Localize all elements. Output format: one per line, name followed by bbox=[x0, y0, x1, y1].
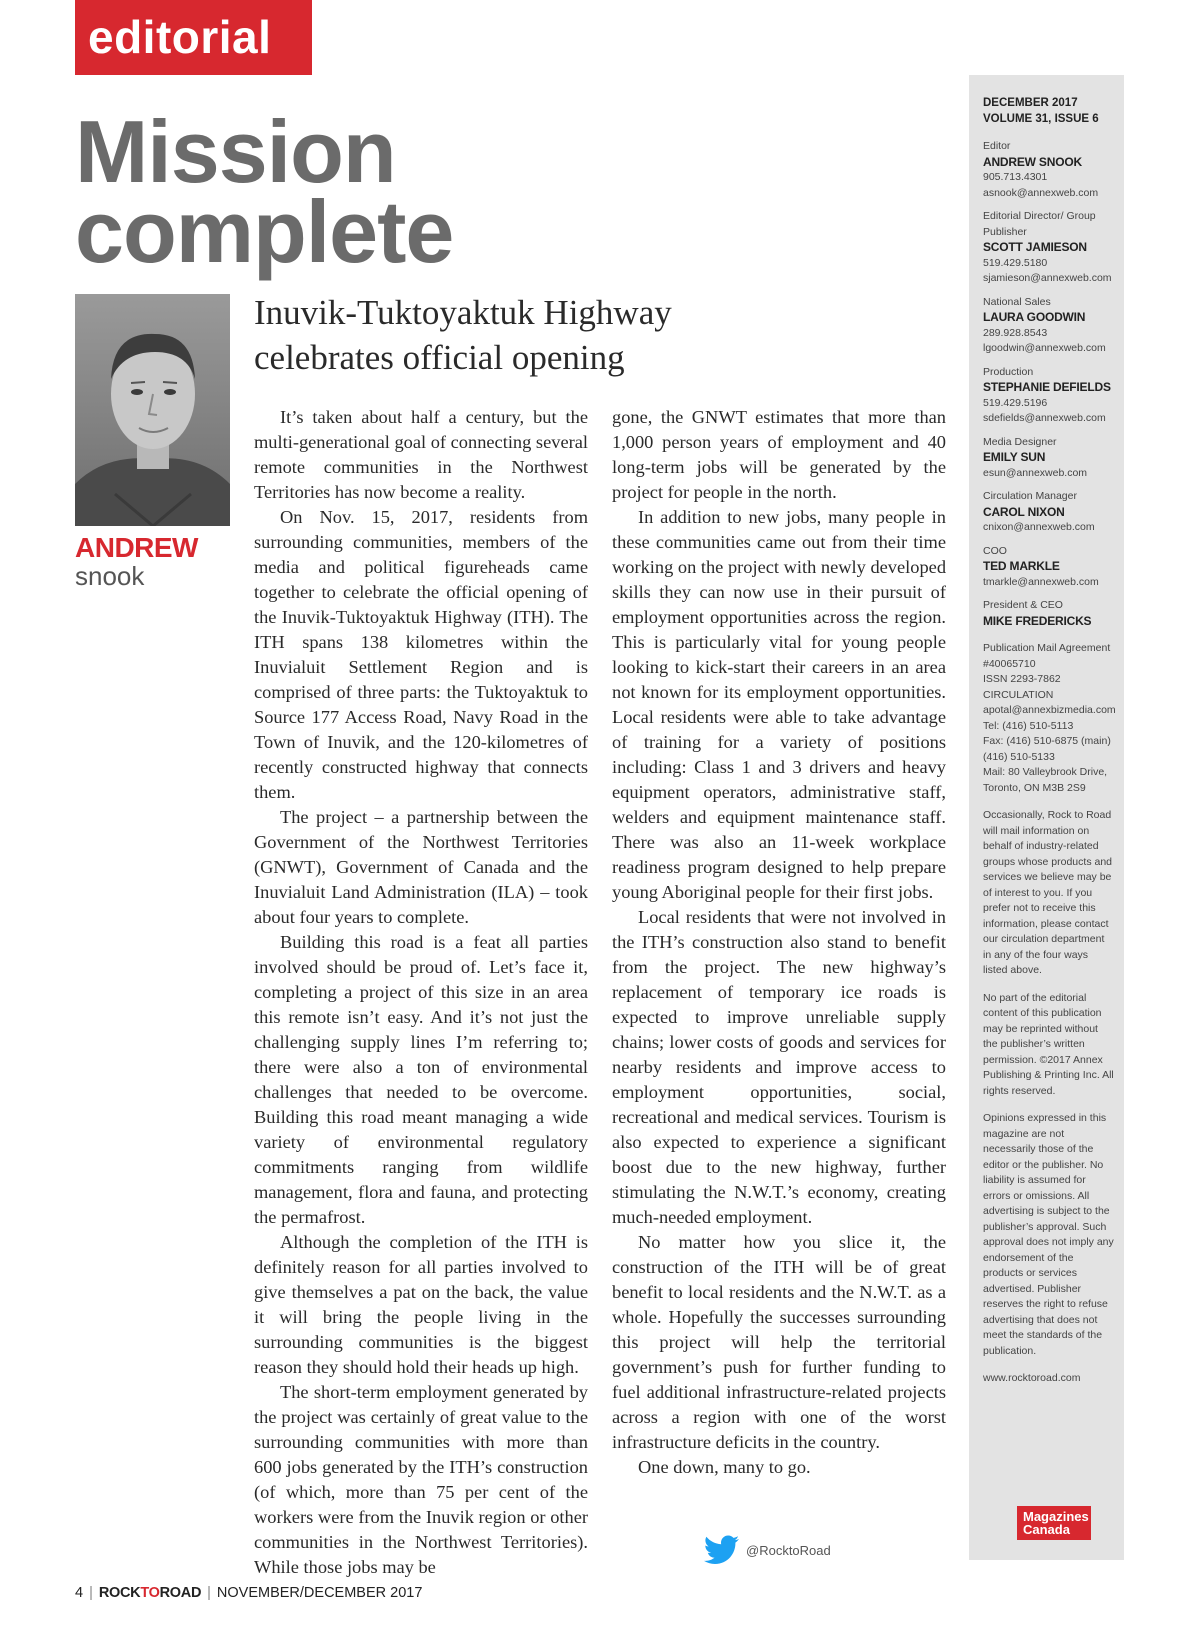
paragraph: One down, many to go. bbox=[638, 1457, 811, 1477]
circulation-mail: Mail: 80 Valleybrook Drive, Toronto, ON M3B 2S9 bbox=[983, 766, 1108, 794]
staff-entry bbox=[983, 598, 1114, 629]
paragraph: The project – a partnership between the Government of the Northwest Territories (GNWT), Government of Canada and the Inuvialuit Land Administration (ILA) – took about four years to complete. bbox=[254, 807, 588, 927]
footer-separator: | bbox=[207, 1585, 211, 1601]
staff-email[interactable]: asnook@annexweb.com bbox=[983, 186, 1099, 199]
page-footer bbox=[75, 1585, 422, 1601]
staff-role: Media Designer bbox=[983, 435, 1057, 448]
staff-role: Editorial Director/ Group Publisher bbox=[983, 210, 1096, 238]
issue-volume: VOLUME 31, ISSUE 6 bbox=[983, 113, 1099, 125]
magazine-brand bbox=[99, 1585, 201, 1601]
circulation-heading: CIRCULATION bbox=[983, 688, 1054, 701]
copyright-note: No part of the editorial content of this publication may be reprinted without the publisher’s written permission. ©2017 Annex Publishing & Printing Inc. All rights reserved. bbox=[983, 991, 1114, 1097]
staff-entry bbox=[983, 209, 1114, 287]
twitter-handle: @RocktoRoad bbox=[746, 1542, 831, 1558]
author-first-name: ANDREW bbox=[75, 532, 198, 563]
article-column-2 bbox=[612, 405, 946, 1480]
staff-phone: 519.429.5196 bbox=[983, 396, 1048, 409]
issue-date-footer: NOVEMBER/DECEMBER 2017 bbox=[216, 1585, 423, 1601]
paragraph: Building this road is a feat all parties involved should be proud of. Let’s face it, completing a project of this size in an area this remote isn’t easy. And it’s not just the challenging supply lines I’m referring to; there were also a ton of environmental challenges that needed to be overcome. Building this road meant managing a wide variety of environmental regulatory commitments ranging from wildlife management, flora and fauna, and protecting the permafrost. bbox=[254, 932, 588, 1227]
subtitle-line-1: Inuvik-Tuktoyaktuk Highway bbox=[254, 293, 672, 332]
staff-name: STEPHANIE DEFIELDS bbox=[983, 380, 1111, 394]
staff-name: EMILY SUN bbox=[983, 450, 1046, 464]
page-number: 4 bbox=[75, 1585, 84, 1601]
staff-name: CAROL NIXON bbox=[983, 504, 1065, 519]
brand-part-2: TO bbox=[140, 1585, 160, 1601]
brand-part-3: ROAD bbox=[159, 1585, 202, 1601]
author-portrait-image bbox=[75, 294, 230, 526]
staff-name: TED MARKLE bbox=[983, 559, 1060, 573]
circulation-tel: Tel: (416) 510-5113 bbox=[983, 719, 1074, 732]
website-link[interactable]: www.rocktoroad.com bbox=[983, 1372, 1081, 1384]
staff-name: SCOTT JAMIESON bbox=[983, 240, 1087, 254]
paragraph: In addition to new jobs, many people in these communities came out from their time working on the project with newly developed skills they can now use in their pursuit of employment opportunities across the region. This is particularly vital for young people looking to kick-start their careers in an area not known for its employment opportunities. Local residents were able to take advantage of training for a variety of positions including: Class 1 and 3 drivers and heavy equipment operators, administrative staff, welders and equipment maintenance staff. There was also an 11-week workplace readiness program designed to help prepare young Aboriginal people for their first jobs. bbox=[612, 507, 947, 902]
disclaimer-note: Opinions expressed in this magazine are not necessarily those of the editor or the publisher. No liability is assumed for errors or omissions. All advertising is subject to the publisher’s approval. Such approval does not imply any endorsement of the products or services advertised. Publisher reserves the right to refuse advertising that does not meet the standards of the publication. bbox=[983, 1112, 1114, 1357]
staff-entry bbox=[983, 365, 1114, 427]
circulation-fax: Fax: (416) 510-6875 (main) (416) 510-5133 bbox=[983, 735, 1111, 763]
paragraph: On Nov. 15, 2017, residents from surrounding communities, members of the media and political figureheads came together to celebrate the official opening of the Inuvik-Tuktoyaktuk Highway (ITH). The ITH spans 138 kilometres within the Inuvialuit Settlement Region and is comprised of three parts: the Tuktoyaktuk to Source 177 Access Road, Navy Road in the Town of Inuvik, and the 120-kilometres of recently constructed highway that connects them. bbox=[254, 507, 588, 802]
staff-entry bbox=[983, 489, 1114, 536]
staff-name: LAURA GOODWIN bbox=[983, 310, 1086, 324]
article-subtitle bbox=[254, 290, 672, 380]
staff-email[interactable]: sdefields@annexweb.com bbox=[983, 412, 1106, 424]
issue-date: DECEMBER 2017 bbox=[983, 97, 1078, 109]
paragraph-continued: gone, the GNWT estimates that more than 1,000 person years of employment and 40 long-term jobs will be generated by the project for people in the north. bbox=[612, 407, 946, 502]
issn: ISSN 2293-7862 bbox=[983, 673, 1061, 685]
masthead-sidebar bbox=[969, 75, 1124, 1560]
circulation-info bbox=[983, 641, 1114, 796]
footer-separator: | bbox=[89, 1585, 93, 1601]
staff-name: ANDREW SNOOK bbox=[983, 154, 1082, 169]
staff-role: Production bbox=[983, 365, 1034, 378]
paragraph: Although the completion of the ITH is definitely reason for all parties involved to give themselves a pat on the back, the value it will bring the people living in the surrounding communities is the biggest reason they should hold their heads up high. bbox=[254, 1232, 588, 1377]
staff-role: Circulation Manager bbox=[983, 490, 1077, 502]
staff-email[interactable]: esun@annexweb.com bbox=[983, 466, 1088, 479]
paragraph: No matter how you slice it, the construction of the ITH will be of great benefit to local residents and the N.W.T. as a whole. Hopefully the successes surrounding this project will help the territorial government’s push for further funding to fuel additional infrastructure-related projects across a region with one of the worst infrastructure deficits in the country. bbox=[612, 1232, 946, 1452]
subtitle-line-2: celebrates official opening bbox=[254, 338, 625, 377]
brand-part-1: ROCK bbox=[98, 1585, 141, 1601]
staff-phone: 905.713.4301 bbox=[983, 171, 1048, 183]
logo-line-1: Magazines bbox=[1023, 1509, 1089, 1524]
staff-name: MIKE FREDERICKS bbox=[983, 613, 1092, 628]
staff-email[interactable]: cnixon@annexweb.com bbox=[983, 521, 1095, 533]
publication-agreement: Publication Mail Agreement #40065710 bbox=[983, 642, 1111, 670]
staff-entry bbox=[983, 435, 1114, 482]
paragraph: It’s taken about half a century, but the multi-generational goal of connecting several remote communities in the Northwest Territories has now become a reality. bbox=[254, 407, 588, 502]
paragraph: The short-term employment generated by the project was certainly of great value to the surrounding communities with more than 600 jobs generated by the ITH’s construction (of which, more than 75 per cent of the workers were from the Inuvik region or other communities in the Northwest Territories). While those jobs may be bbox=[254, 1382, 588, 1577]
staff-role: COO bbox=[983, 544, 1007, 557]
staff-phone: 289.928.8543 bbox=[983, 326, 1048, 339]
staff-phone: 519.429.5180 bbox=[983, 256, 1048, 269]
author-photo bbox=[75, 294, 230, 526]
paragraph: Local residents that were not involved in the ITH’s construction also stand to benefit from the project. The new highway’s replacement of temporary ice roads is expected to improve unreliable supply chains; lower costs of goods and services for nearby residents and improve access to employment opportunities, social, recreational and medical services. Tourism is also expected to experience a significant boost due to the new highway, further stimulating the N.W.T.’s economy, creating much-needed employment. bbox=[612, 907, 946, 1227]
twitter-bird-icon bbox=[704, 1535, 740, 1565]
staff-email[interactable]: tmarkle@annexweb.com bbox=[983, 575, 1099, 588]
staff-email[interactable]: sjamieson@annexweb.com bbox=[983, 272, 1112, 284]
title-line-2: complete bbox=[75, 182, 454, 281]
magazines-canada-logo bbox=[1017, 1506, 1091, 1540]
section-tag: editorial bbox=[75, 0, 312, 75]
staff-role: President & CEO bbox=[983, 599, 1063, 611]
issue-info bbox=[983, 95, 1114, 127]
author-last-name: snook bbox=[75, 561, 145, 591]
staff-role: National Sales bbox=[983, 295, 1051, 308]
article-column-1 bbox=[254, 405, 588, 1580]
circulation-email[interactable]: apotal@annexbizmedia.com bbox=[983, 704, 1116, 716]
staff-role: Editor bbox=[983, 140, 1011, 152]
logo-line-2: Canada bbox=[1023, 1522, 1070, 1537]
staff-entry bbox=[983, 295, 1114, 357]
staff-entry bbox=[983, 544, 1114, 591]
title-line-1: Mission bbox=[75, 102, 396, 201]
privacy-note: Occasionally, Rock to Road will mail information on behalf of industry-related groups whose products and services we believe may be of interest to you. If you prefer not to receive this information, please contact our circulation department in any of the four ways listed above. bbox=[983, 809, 1112, 976]
twitter-link[interactable] bbox=[704, 1535, 831, 1565]
staff-entry bbox=[983, 139, 1114, 201]
article-title bbox=[75, 102, 454, 281]
staff-email[interactable]: lgoodwin@annexweb.com bbox=[983, 342, 1106, 354]
